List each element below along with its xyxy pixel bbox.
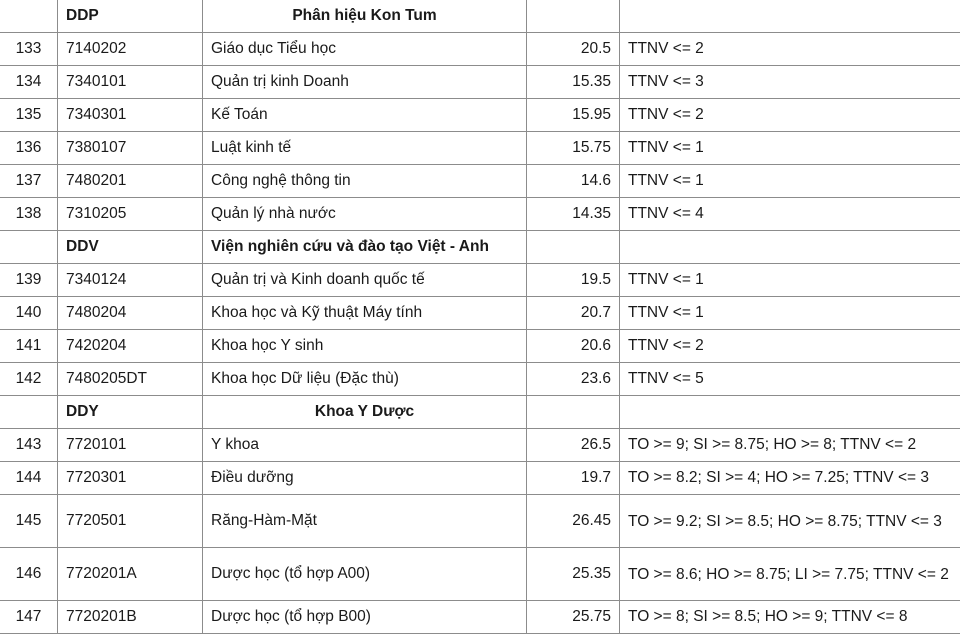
row-number: 138 xyxy=(0,198,58,231)
table-row xyxy=(0,165,960,198)
row-number: 134 xyxy=(0,66,58,99)
major-code: 7480201 xyxy=(58,165,203,198)
major-code: 7340101 xyxy=(58,66,203,99)
table-row xyxy=(0,363,960,396)
group-code: DDP xyxy=(58,0,203,33)
major-name: Khoa học và Kỹ thuật Máy tính xyxy=(203,297,527,330)
group-stt-cell xyxy=(0,231,58,264)
row-number: 144 xyxy=(0,462,58,495)
group-score-cell xyxy=(527,231,620,264)
row-number: 142 xyxy=(0,363,58,396)
table-row xyxy=(0,548,960,601)
row-number: 141 xyxy=(0,330,58,363)
admission-condition: TO >= 8; SI >= 8.5; HO >= 9; TTNV <= 8 xyxy=(620,601,960,634)
admission-condition: TTNV <= 4 xyxy=(620,198,960,231)
admission-condition: TTNV <= 5 xyxy=(620,363,960,396)
row-number: 136 xyxy=(0,132,58,165)
cutoff-score: 15.75 xyxy=(527,132,620,165)
major-code: 7720101 xyxy=(58,429,203,462)
major-name: Công nghệ thông tin xyxy=(203,165,527,198)
group-row-ddp xyxy=(0,0,960,33)
major-name: Y khoa xyxy=(203,429,527,462)
major-name: Dược học (tổ hợp B00) xyxy=(203,601,527,634)
group-name: Phân hiệu Kon Tum xyxy=(203,0,527,33)
group-code: DDY xyxy=(58,396,203,429)
admission-condition: TTNV <= 1 xyxy=(620,132,960,165)
major-code: 7380107 xyxy=(58,132,203,165)
table-row xyxy=(0,264,960,297)
table-row xyxy=(0,495,960,548)
group-score-cell xyxy=(527,396,620,429)
admission-condition: TO >= 9; SI >= 8.75; HO >= 8; TTNV <= 2 xyxy=(620,429,960,462)
major-code: 7340301 xyxy=(58,99,203,132)
major-name: Giáo dục Tiểu học xyxy=(203,33,527,66)
cutoff-score: 15.35 xyxy=(527,66,620,99)
cutoff-score: 20.7 xyxy=(527,297,620,330)
group-row-ddy xyxy=(0,396,960,429)
cutoff-score: 25.75 xyxy=(527,601,620,634)
major-name: Dược học (tổ hợp A00) xyxy=(203,548,527,601)
group-row-ddv xyxy=(0,231,960,264)
major-code: 7720501 xyxy=(58,495,203,548)
major-name: Quản trị kinh Doanh xyxy=(203,66,527,99)
group-name: Viện nghiên cứu và đào tạo Việt - Anh xyxy=(203,231,527,264)
major-name: Khoa học Y sinh xyxy=(203,330,527,363)
major-code: 7420204 xyxy=(58,330,203,363)
cutoff-score: 20.5 xyxy=(527,33,620,66)
cutoff-score: 26.5 xyxy=(527,429,620,462)
row-number: 140 xyxy=(0,297,58,330)
table-row xyxy=(0,198,960,231)
group-score-cell xyxy=(527,0,620,33)
group-stt-cell xyxy=(0,396,58,429)
table-row xyxy=(0,462,960,495)
major-code: 7340124 xyxy=(58,264,203,297)
major-name: Điều dưỡng xyxy=(203,462,527,495)
major-name: Khoa học Dữ liệu (Đặc thù) xyxy=(203,363,527,396)
group-name: Khoa Y Dược xyxy=(203,396,527,429)
row-number: 133 xyxy=(0,33,58,66)
table-row xyxy=(0,66,960,99)
admission-condition: TO >= 8.6; HO >= 8.75; LI >= 7.75; TTNV <= 2 xyxy=(620,548,960,601)
major-code: 7720301 xyxy=(58,462,203,495)
admission-condition: TTNV <= 1 xyxy=(620,264,960,297)
admission-condition: TTNV <= 1 xyxy=(620,165,960,198)
row-number: 135 xyxy=(0,99,58,132)
major-code: 7480204 xyxy=(58,297,203,330)
group-cond-cell xyxy=(620,0,960,33)
admission-condition: TTNV <= 3 xyxy=(620,66,960,99)
table-row xyxy=(0,297,960,330)
group-cond-cell xyxy=(620,396,960,429)
major-name: Luật kinh tế xyxy=(203,132,527,165)
cutoff-score: 15.95 xyxy=(527,99,620,132)
cutoff-score: 20.6 xyxy=(527,330,620,363)
table-row xyxy=(0,99,960,132)
row-number: 147 xyxy=(0,601,58,634)
admission-condition: TTNV <= 1 xyxy=(620,297,960,330)
table-row xyxy=(0,132,960,165)
row-number: 139 xyxy=(0,264,58,297)
cutoff-score: 23.6 xyxy=(527,363,620,396)
admission-condition: TTNV <= 2 xyxy=(620,99,960,132)
major-code: 7720201B xyxy=(58,601,203,634)
major-code: 7480205DT xyxy=(58,363,203,396)
cutoff-score: 19.7 xyxy=(527,462,620,495)
admission-condition: TTNV <= 2 xyxy=(620,330,960,363)
major-name: Quản trị và Kinh doanh quốc tế xyxy=(203,264,527,297)
major-code: 7140202 xyxy=(58,33,203,66)
row-number: 137 xyxy=(0,165,58,198)
cutoff-score: 26.45 xyxy=(527,495,620,548)
table-row xyxy=(0,429,960,462)
table-row xyxy=(0,33,960,66)
table-row xyxy=(0,330,960,363)
table-row xyxy=(0,601,960,634)
cutoff-score: 19.5 xyxy=(527,264,620,297)
row-number: 143 xyxy=(0,429,58,462)
cutoff-score: 14.35 xyxy=(527,198,620,231)
cutoff-score: 14.6 xyxy=(527,165,620,198)
admission-condition: TTNV <= 2 xyxy=(620,33,960,66)
group-cond-cell xyxy=(620,231,960,264)
group-code: DDV xyxy=(58,231,203,264)
row-number: 145 xyxy=(0,495,58,548)
major-code: 7310205 xyxy=(58,198,203,231)
major-code: 7720201A xyxy=(58,548,203,601)
major-name: Kế Toán xyxy=(203,99,527,132)
major-name: Quản lý nhà nước xyxy=(203,198,527,231)
row-number: 146 xyxy=(0,548,58,601)
major-name: Răng-Hàm-Mặt xyxy=(203,495,527,548)
cutoff-score: 25.35 xyxy=(527,548,620,601)
admission-condition: TO >= 8.2; SI >= 4; HO >= 7.25; TTNV <= 3 xyxy=(620,462,960,495)
admission-condition: TO >= 9.2; SI >= 8.5; HO >= 8.75; TTNV <= 3 xyxy=(620,495,960,548)
group-stt-cell xyxy=(0,0,58,33)
